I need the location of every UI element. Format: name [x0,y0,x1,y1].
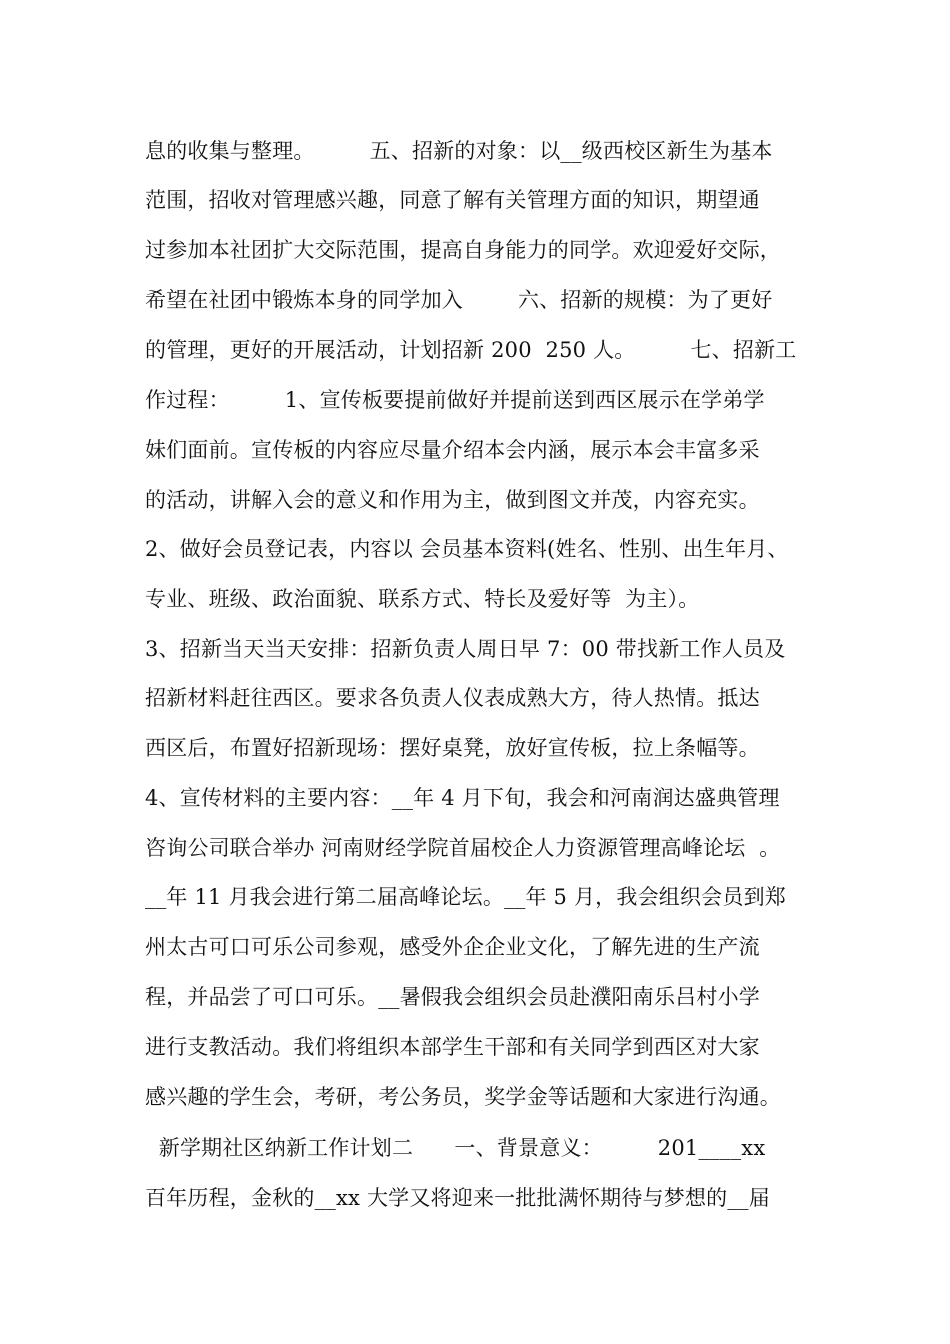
text-line: 咨询公司联合举办 河南财经学院首届校企人力资源管理高峰论坛 。 [145,836,781,860]
text-line: 感兴趣的学生会，考研，考公务员，奖学金等话题和大家进行沟通。 [145,1085,781,1109]
text-line: 希望在社团中锻炼本身的同学加入 六、招新的规模：为了更好 [145,288,773,312]
text-line: 的活动，讲解入会的意义和作用为主，做到图文并茂，内容充实。 [145,488,760,512]
text-line: 西区后，布置好招新现场：摆好桌凳，放好宣传板，拉上条幅等。 [145,736,760,760]
text-line: 4、宣传材料的主要内容：__年 4 月下旬，我会和河南润达盛典管理 [145,786,780,810]
text-line: 的管理，更好的开展活动，计划招新 200 250 人。 七、招新工 [145,338,797,362]
text-line: __年 11 月我会进行第二届高峰论坛。__年 5 月，我会组织会员到郑 [145,885,786,909]
text-line: 专业、班级、政治面貌、联系方式、特长及爱好等 为主）。 [145,587,700,611]
text-line: 程，并品尝了可口可乐。__暑假我会组织会员赴濮阳南乐吕村小学 [145,985,760,1009]
text-line: 过参加本社团扩大交际范围，提高自身能力的同学。欢迎爱好交际， [145,238,781,262]
text-line: 州太古可口可乐公司参观，感受外企企业文化，了解先进的生产流 [145,935,760,959]
text-line: 百年历程，金秋的__xx 大学又将迎来一批批满怀期待与梦想的__届 [145,1186,770,1210]
text-line: 息的收集与整理。 五、招新的对象：以__级西校区新生为基本 [145,139,773,163]
text-line: 范围，招收对管理感兴趣，同意了解有关管理方面的知识，期望通 [145,188,760,212]
text-line: 3、招新当天当天安排：招新负责人周日早 7：00 带找新工作人员及 [145,637,786,661]
text-line: 新学期社区纳新工作计划二 一、背景意义： 201____xx [145,1136,766,1160]
text-line: 作过程： 1、宣传板要提前做好并提前送到西区展示在学弟学 [145,388,765,412]
text-line: 进行支教活动。我们将组织本部学生干部和有关同学到西区对大家 [145,1035,760,1059]
text-line: 2、做好会员登记表，内容以 会员基本资料(姓名、性别、出生年月、 [145,537,789,561]
text-line: 妹们面前。宣传板的内容应尽量介绍本会内涵，展示本会丰富多采 [145,438,760,462]
text-line: 招新材料赶往西区。要求各负责人仪表成熟大方，待人热情。抵达 [145,686,760,710]
